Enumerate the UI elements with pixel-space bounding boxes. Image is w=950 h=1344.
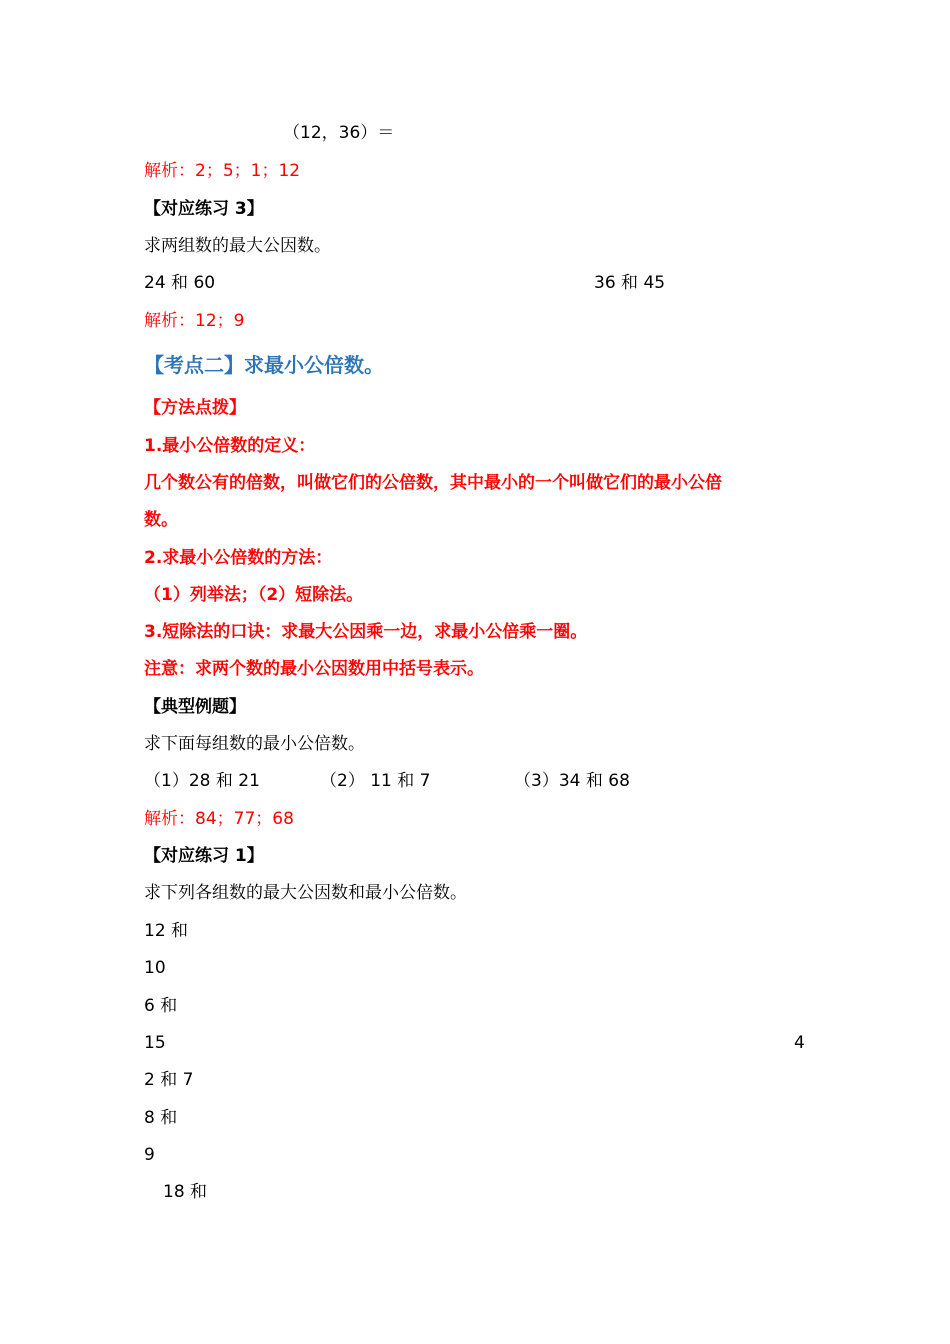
- definition-title: 1.最小公倍数的定义：: [144, 436, 316, 456]
- practice3-question: 求两组数的最大公因数。: [144, 236, 331, 256]
- note: 注意：求两个数的最小公因数用中括号表示。: [144, 659, 484, 679]
- practice1-line: 8 和: [144, 1108, 178, 1128]
- practice1-question: 求下列各组数的最大公因数和最小公倍数。: [144, 883, 467, 903]
- example-title: 【典型例题】: [144, 697, 246, 717]
- example-item-2: （2） 11 和 7: [320, 771, 431, 791]
- practice1-line: 2 和 7: [144, 1070, 194, 1090]
- practice1-line: 9: [144, 1145, 155, 1165]
- practice3-item-b: 36 和 45: [594, 273, 666, 293]
- method2-content: （1）列举法；（2）短除法。: [144, 585, 364, 605]
- method3-rhyme: 3.短除法的口诀：求最大公因乘一边，求最小公倍乘一圈。: [144, 622, 588, 642]
- section2-heading: 【考点二】求最小公倍数。: [144, 353, 384, 377]
- top-fragment: （12，36）＝: [283, 123, 395, 143]
- practice1-line: 6 和: [144, 996, 178, 1016]
- example-answer: 解析：84；77；68: [144, 809, 294, 829]
- practice1-line: 12 和: [144, 921, 189, 941]
- practice1-line-right: 4: [794, 1033, 805, 1053]
- practice3-item-a: 24 和 60: [144, 273, 216, 293]
- example-item-1: （1）28 和 21: [144, 771, 260, 791]
- example-question: 求下面每组数的最小公倍数。: [144, 734, 365, 754]
- practice1-line: 10: [144, 958, 166, 978]
- practice1-line: 15: [144, 1033, 166, 1053]
- practice1-line: 18 和: [163, 1182, 208, 1202]
- practice3-answer: 解析：12；9: [144, 311, 245, 331]
- analysis-answer: 解析：2；5；1；12: [144, 161, 301, 181]
- practice3-title: 【对应练习 3】: [144, 199, 264, 219]
- method-title: 【方法点拨】: [144, 398, 246, 418]
- method2-title: 2.求最小公倍数的方法：: [144, 548, 333, 568]
- definition-line-1: 几个数公有的倍数，叫做它们的公倍数，其中最小的一个叫做它们的最小公倍: [144, 473, 722, 493]
- example-item-3: （3）34 和 68: [514, 771, 630, 791]
- practice1-title: 【对应练习 1】: [144, 846, 264, 866]
- definition-line-2: 数。: [144, 510, 178, 530]
